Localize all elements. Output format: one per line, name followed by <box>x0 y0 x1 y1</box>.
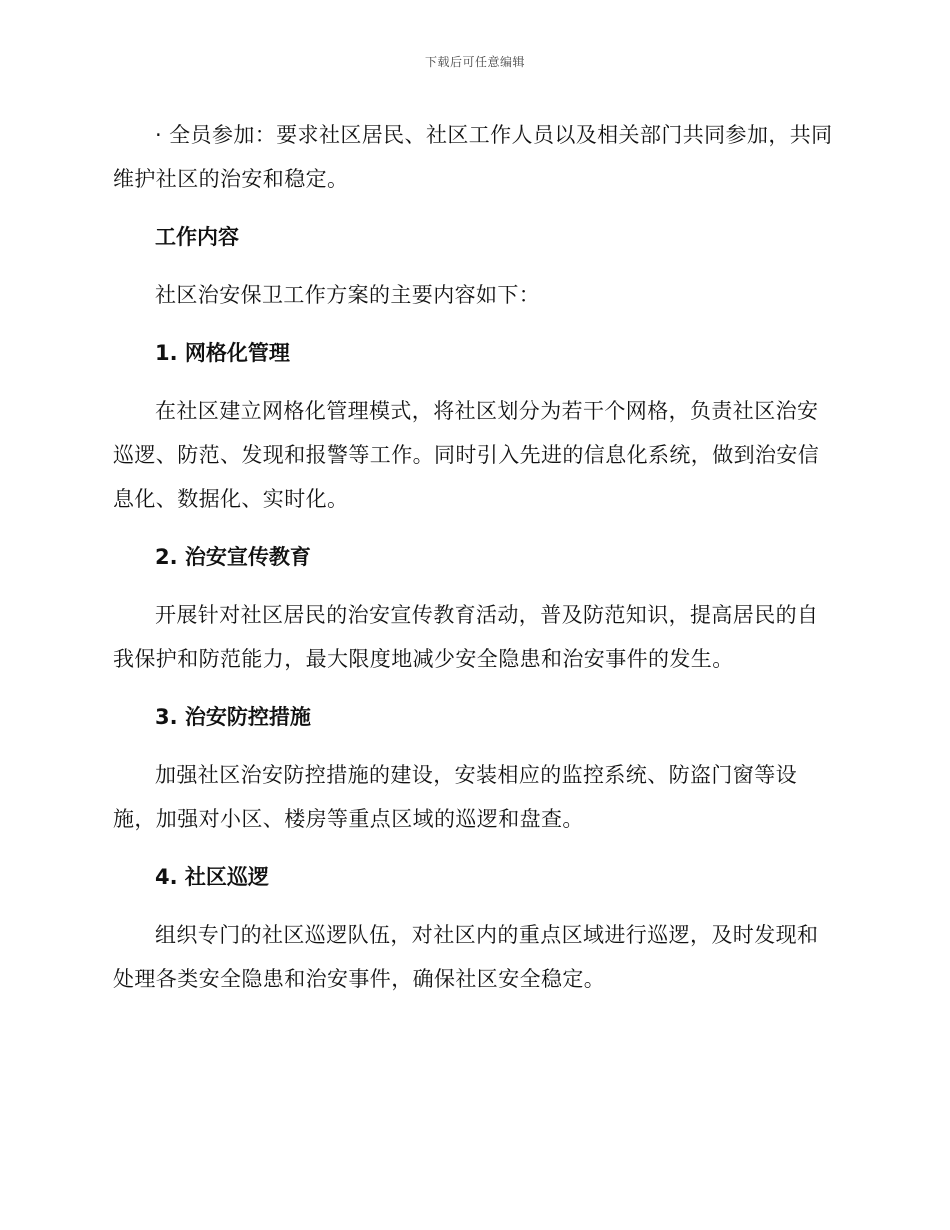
item-heading-grid-management: 1. 网格化管理 <box>155 341 290 365</box>
item-heading-security-education: 2. 治安宣传教育 <box>155 545 311 569</box>
section-intro-paragraph: 社区治安保卫工作方案的主要内容如下： <box>155 283 541 307</box>
section-title: 工作内容 <box>155 225 239 249</box>
page-header-note: 下载后可任意编辑 <box>424 55 525 69</box>
item-body-grid-management: 在社区建立网格化管理模式，将社区划分为若干个网格，负责社区治安巡逻、防范、发现和报警等工作。同时引入先进的信息化系统，做到治安信息化、数据化、实时化。 <box>113 399 820 511</box>
document-body <box>113 113 833 1015</box>
item-body-prevention-measures: 加强社区治安防控措施的建设，安装相应的监控系统、防盗门窗等设施，加强对小区、楼房等重点区域的巡逻和盘查。 <box>113 763 797 831</box>
item-body-community-patrol: 组织专门的社区巡逻队伍，对社区内的重点区域进行巡逻，及时发现和处理各类安全隐患和治安事件，确保社区安全稳定。 <box>113 923 819 991</box>
item-heading-prevention-measures: 3. 治安防控措施 <box>155 705 311 729</box>
item-body-security-education: 开展针对社区居民的治安宣传教育活动，普及防范知识，提高居民的自我保护和防范能力，最大限度地减少安全隐患和治安事件的发生。 <box>113 603 819 671</box>
item-heading-community-patrol: 4. 社区巡逻 <box>155 865 269 889</box>
intro-bullet-paragraph: · 全员参加：要求社区居民、社区工作人员以及相关部门共同参加，共同维护社区的治安和稳定。 <box>113 123 833 191</box>
